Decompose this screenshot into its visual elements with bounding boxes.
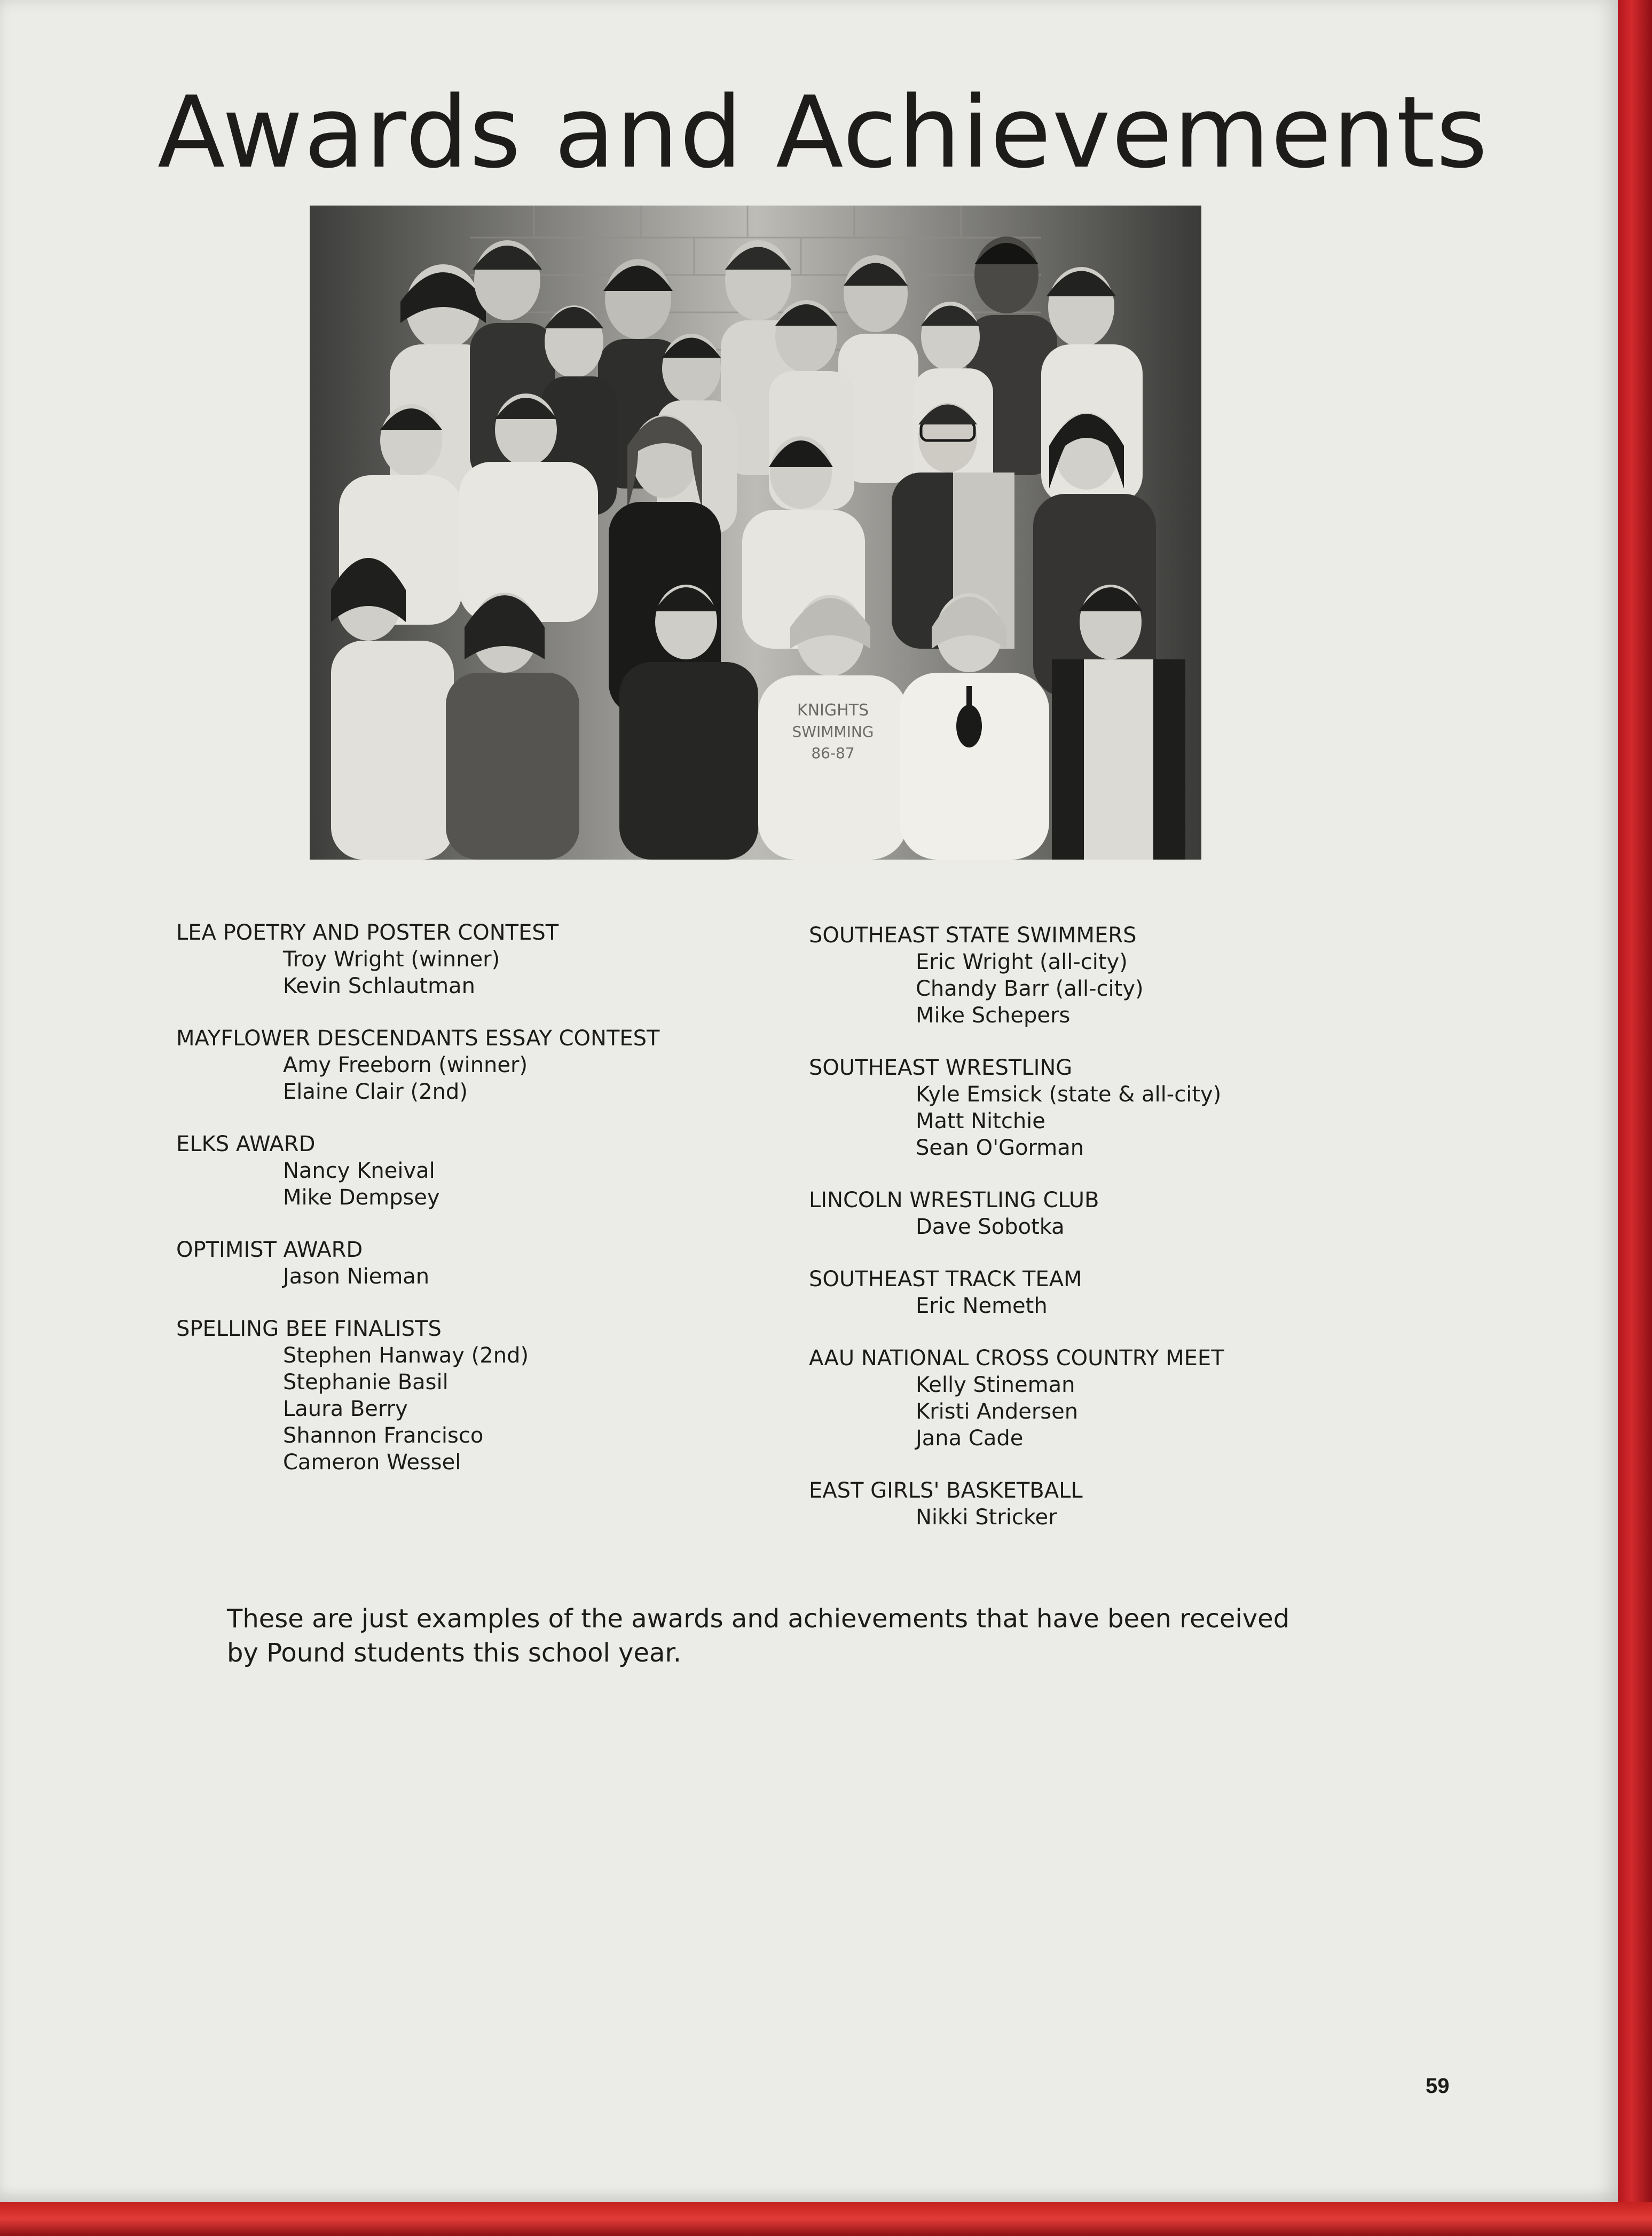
award-group — [176, 1237, 785, 1290]
award-recipient: Matt Nitchie — [916, 1109, 1045, 1133]
award-recipient: Cameron Wessel — [283, 1450, 461, 1475]
award-recipient: Amy Freeborn (winner) — [283, 1053, 528, 1077]
award-recipient: Laura Berry — [283, 1397, 408, 1421]
right-awards-column — [809, 922, 1450, 1556]
award-group — [176, 919, 785, 999]
award-recipient: Kevin Schlautman — [283, 974, 475, 998]
award-recipient: Kristi Andersen — [916, 1399, 1079, 1424]
award-recipient: Eric Wright (all-city) — [916, 950, 1128, 974]
award-recipient: Jason Nieman — [283, 1264, 430, 1289]
award-group — [809, 1054, 1450, 1161]
award-recipient: Jana Cade — [916, 1426, 1024, 1451]
award-group — [809, 1477, 1450, 1531]
award-title: LINCOLN WRESTLING CLUB — [809, 1188, 1099, 1213]
award-recipient: Troy Wright (winner) — [283, 947, 500, 972]
award-group — [809, 1345, 1450, 1452]
award-title: SOUTHEAST STATE SWIMMERS — [809, 923, 1137, 948]
award-recipient: Stephen Hanway (2nd) — [283, 1343, 529, 1368]
page-title: Awards and Achievements — [158, 75, 1489, 190]
award-recipient: Nancy Kneival — [283, 1159, 435, 1183]
award-recipient: Stephanie Basil — [283, 1370, 449, 1395]
award-group — [176, 1025, 785, 1105]
award-title: EAST GIRLS' BASKETBALL — [809, 1478, 1083, 1503]
award-recipient: Dave Sobotka — [916, 1215, 1065, 1239]
group-photo-image — [310, 206, 1201, 860]
award-title: SOUTHEAST WRESTLING — [809, 1056, 1073, 1080]
award-recipient: Shannon Francisco — [283, 1423, 484, 1448]
award-title: OPTIMIST AWARD — [176, 1238, 363, 1262]
award-recipient: Chandy Barr (all-city) — [916, 977, 1144, 1001]
award-recipient: Nikki Stricker — [916, 1505, 1057, 1530]
cover-edge-bottom — [0, 2202, 1652, 2236]
sweatshirt-text-2: SWIMMING — [792, 723, 874, 741]
award-group — [809, 922, 1450, 1029]
award-title: ELKS AWARD — [176, 1132, 316, 1156]
award-group — [176, 1316, 785, 1476]
award-title: AAU NATIONAL CROSS COUNTRY MEET — [809, 1346, 1224, 1371]
award-title: SPELLING BEE FINALISTS — [176, 1317, 442, 1341]
group-photo — [310, 206, 1201, 860]
award-recipient: Mike Dempsey — [283, 1185, 440, 1210]
award-title: LEA POETRY AND POSTER CONTEST — [176, 920, 559, 945]
cover-edge-right — [1618, 0, 1652, 2236]
award-recipient: Kelly Stineman — [916, 1373, 1075, 1397]
award-recipient: Sean O'Gorman — [916, 1136, 1084, 1160]
sweatshirt-text-3: 86-87 — [811, 744, 855, 762]
award-group — [809, 1266, 1450, 1319]
award-recipient: Eric Nemeth — [916, 1294, 1048, 1318]
award-group — [809, 1187, 1450, 1240]
award-title: MAYFLOWER DESCENDANTS ESSAY CONTEST — [176, 1026, 660, 1051]
sweatshirt-text-1: KNIGHTS — [797, 701, 869, 720]
left-awards-column — [176, 919, 785, 1501]
page-number: 59 — [1426, 2074, 1450, 2098]
award-recipient: Elaine Clair (2nd) — [283, 1080, 468, 1104]
award-group — [176, 1131, 785, 1211]
award-recipient: Mike Schepers — [916, 1003, 1071, 1028]
closing-note: These are just examples of the awards and achievements that have been received by Pound students this school year. — [227, 1604, 1290, 1668]
award-title: SOUTHEAST TRACK TEAM — [809, 1267, 1082, 1292]
award-recipient: Kyle Emsick (state & all-city) — [916, 1082, 1222, 1107]
